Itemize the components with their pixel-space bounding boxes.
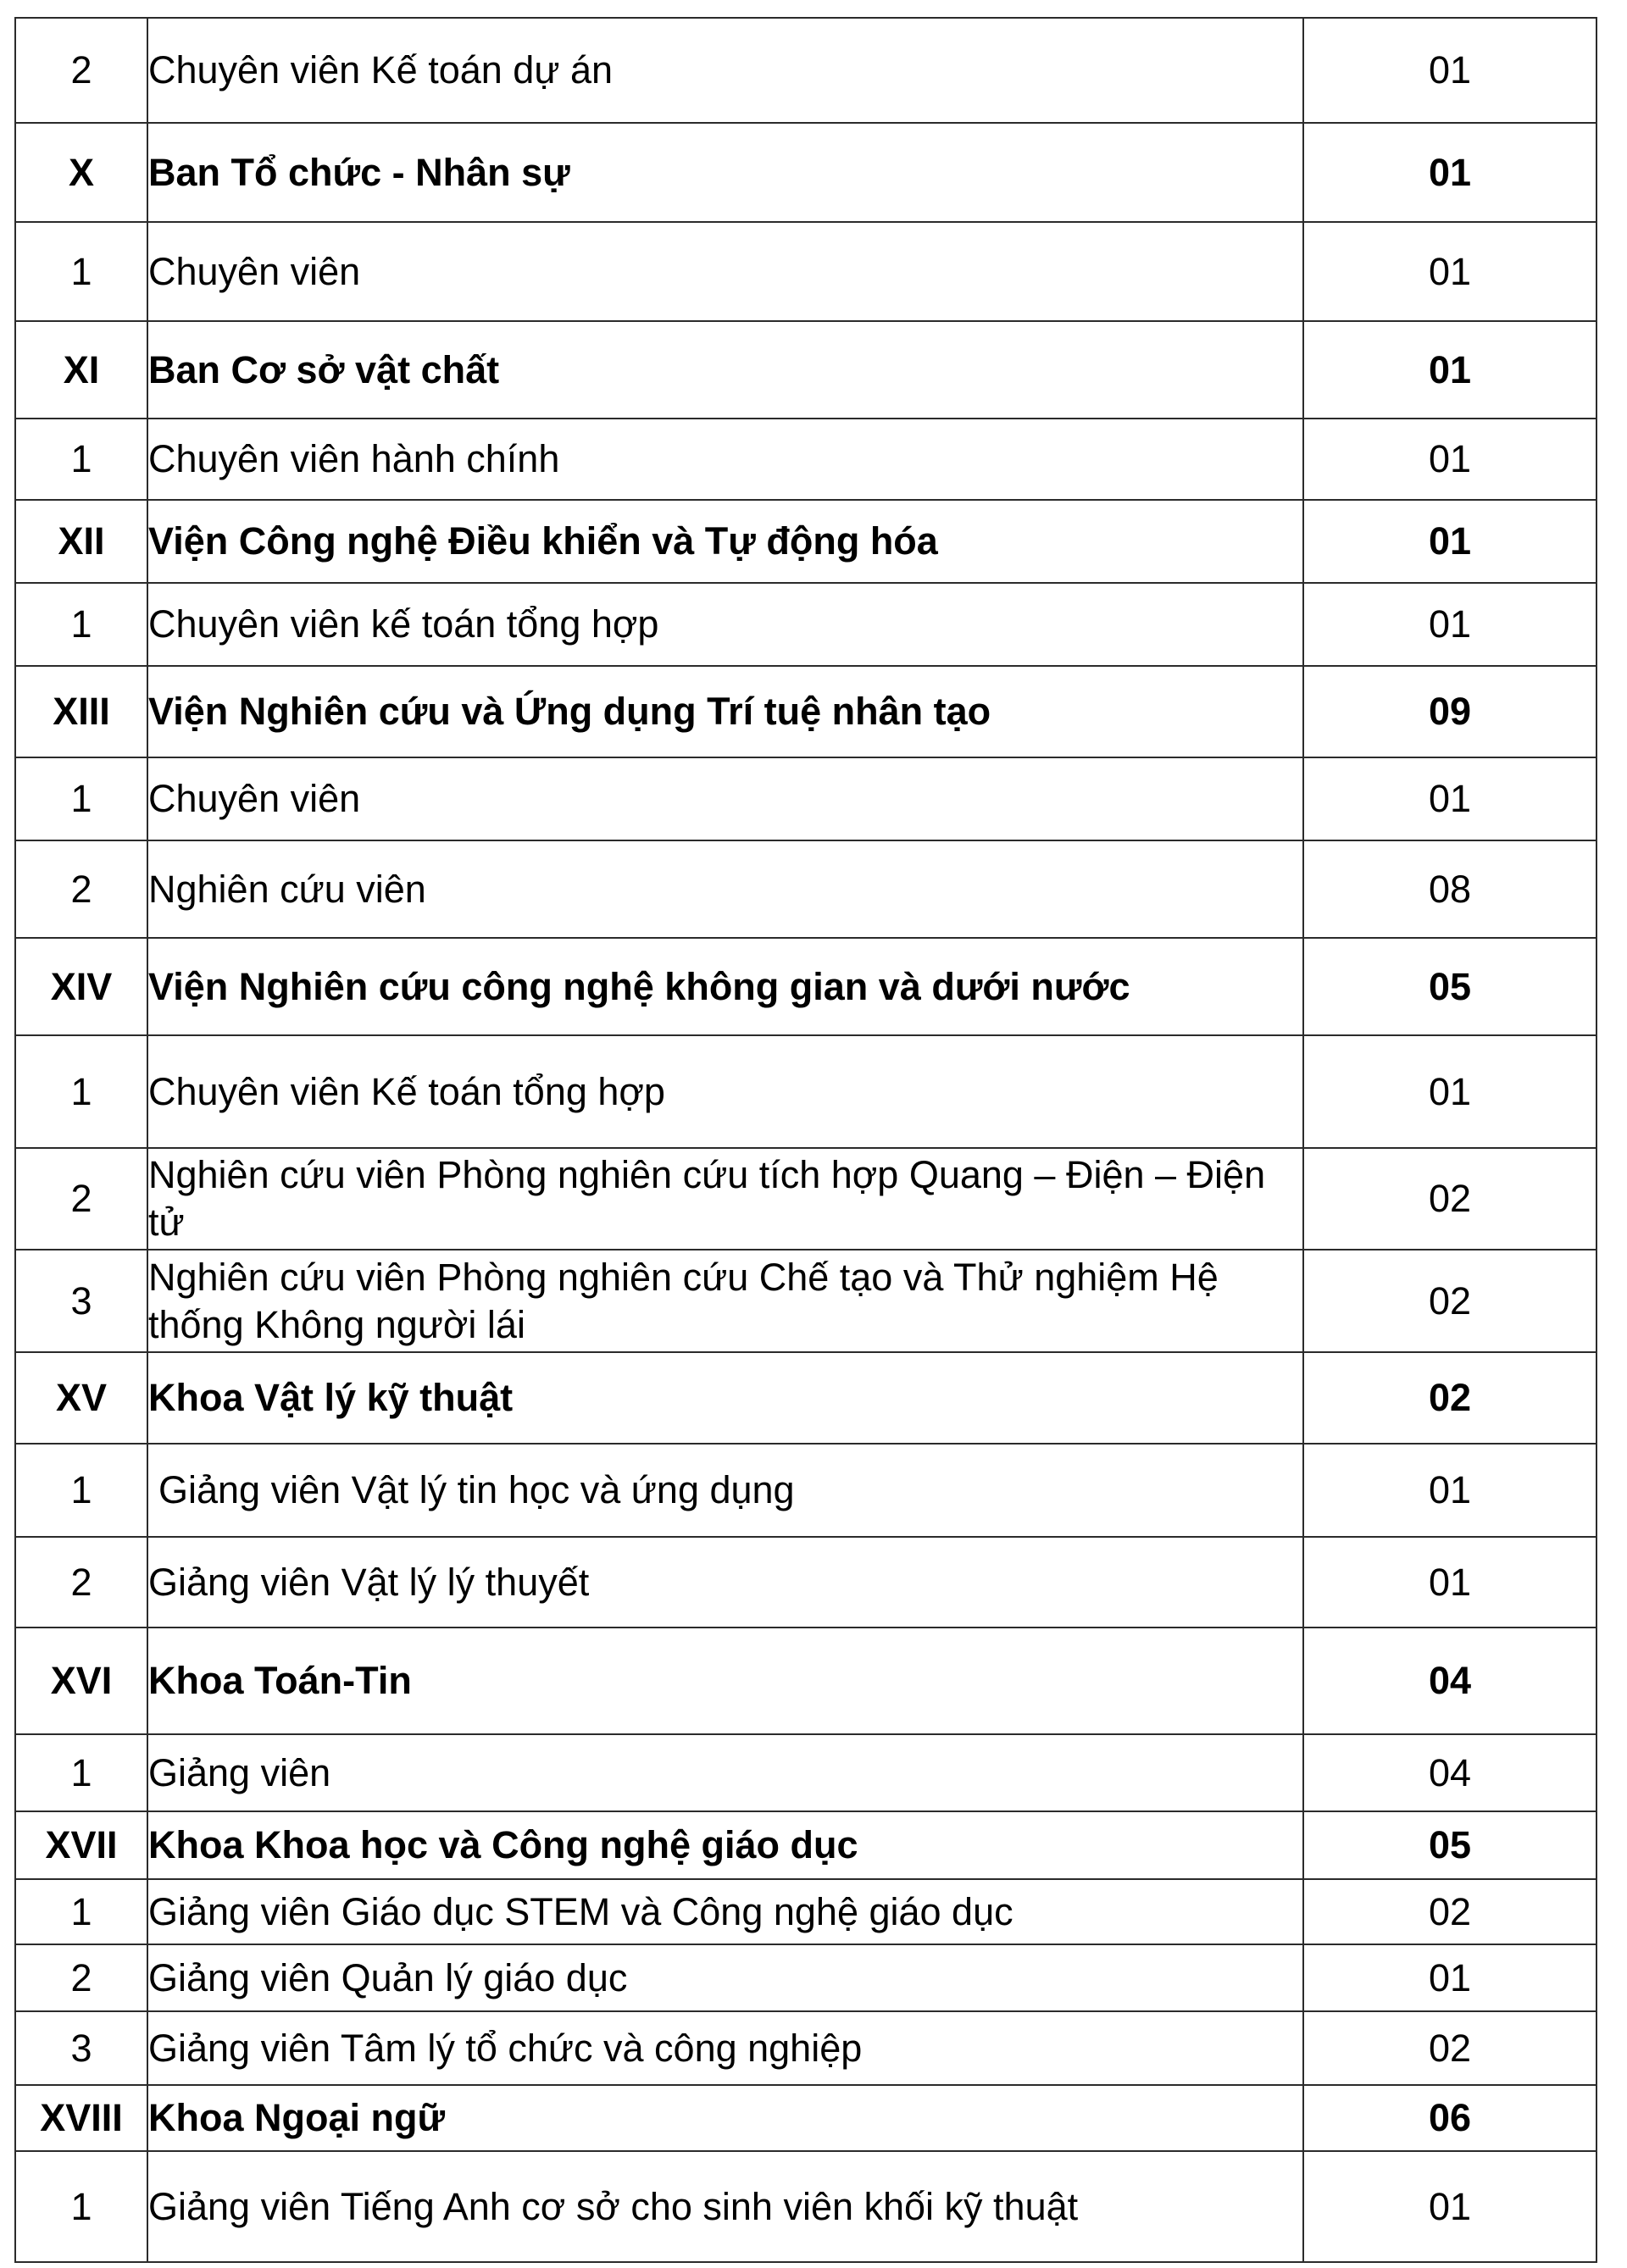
group-title: Ban Cơ sở vật chất — [147, 321, 1303, 419]
row-number: 2 — [15, 1148, 147, 1250]
table-row — [15, 1148, 1596, 1250]
table-row — [15, 2151, 1596, 2262]
group-count: 01 — [1303, 500, 1596, 583]
row-number: 1 — [15, 1444, 147, 1537]
position-title: Giảng viên — [147, 1734, 1303, 1811]
position-count: 02 — [1303, 1879, 1596, 1944]
group-count: 05 — [1303, 938, 1596, 1035]
group-title: Khoa Khoa học và Công nghệ giáo dục — [147, 1811, 1303, 1879]
position-title: Nghiên cứu viên Phòng nghiên cứu Chế tạo và Thử nghiệm Hệ thống Không người lái — [147, 1250, 1303, 1352]
group-number: XVIII — [15, 2085, 147, 2151]
group-row — [15, 500, 1596, 583]
group-number: XIV — [15, 938, 147, 1035]
table-row — [15, 1734, 1596, 1811]
row-number: 1 — [15, 419, 147, 500]
group-title: Viện Nghiên cứu và Ứng dụng Trí tuệ nhân tạo — [147, 666, 1303, 757]
position-title — [147, 1444, 1303, 1537]
group-title: Khoa Ngoại ngữ — [147, 2085, 1303, 2151]
position-count: 04 — [1303, 1734, 1596, 1811]
position-count: 01 — [1303, 222, 1596, 321]
table-row — [15, 1944, 1596, 2011]
group-row — [15, 938, 1596, 1035]
group-row — [15, 1628, 1596, 1734]
group-row — [15, 1352, 1596, 1444]
table-row — [15, 1537, 1596, 1628]
group-number: XVII — [15, 1811, 147, 1879]
group-count: 02 — [1303, 1352, 1596, 1444]
position-count: 01 — [1303, 18, 1596, 123]
position-title: Giảng viên Quản lý giáo dục — [147, 1944, 1303, 2011]
row-number: 1 — [15, 1734, 147, 1811]
position-title: Chuyên viên Kế toán dự án — [147, 18, 1303, 123]
row-number: 1 — [15, 1035, 147, 1148]
table-row — [15, 1444, 1596, 1537]
position-title: Chuyên viên — [147, 222, 1303, 321]
table-row — [15, 1035, 1596, 1148]
position-title: Nghiên cứu viên Phòng nghiên cứu tích hợp Quang – Điện – Điện tử — [147, 1148, 1303, 1250]
table-row — [15, 18, 1596, 123]
group-title: Viện Nghiên cứu công nghệ không gian và dưới nước — [147, 938, 1303, 1035]
position-count: 02 — [1303, 2011, 1596, 2085]
group-title: Viện Công nghệ Điều khiển và Tự động hóa — [147, 500, 1303, 583]
position-count: 01 — [1303, 1444, 1596, 1537]
position-title: Giảng viên Tâm lý tổ chức và công nghiệp — [147, 2011, 1303, 2085]
table-row — [15, 840, 1596, 938]
group-row — [15, 666, 1596, 757]
position-count: 02 — [1303, 1148, 1596, 1250]
row-number: 1 — [15, 2151, 147, 2262]
group-count: 01 — [1303, 321, 1596, 419]
table-row — [15, 757, 1596, 840]
group-row — [15, 123, 1596, 222]
position-count: 01 — [1303, 1035, 1596, 1148]
group-number: XIII — [15, 666, 147, 757]
position-title: Chuyên viên — [147, 757, 1303, 840]
position-title: Nghiên cứu viên — [147, 840, 1303, 938]
position-count: 08 — [1303, 840, 1596, 938]
group-title: Ban Tổ chức - Nhân sự — [147, 123, 1303, 222]
group-count: 05 — [1303, 1811, 1596, 1879]
group-title: Khoa Toán-Tin — [147, 1628, 1303, 1734]
positions-table — [14, 17, 1597, 2263]
group-row — [15, 1811, 1596, 1879]
group-count: 06 — [1303, 2085, 1596, 2151]
position-title: Giảng viên Giáo dục STEM và Công nghệ giáo dục — [147, 1879, 1303, 1944]
table-row — [15, 1250, 1596, 1352]
row-number: 2 — [15, 840, 147, 938]
group-number: XVI — [15, 1628, 147, 1734]
position-title: Chuyên viên hành chính — [147, 419, 1303, 500]
table-row — [15, 583, 1596, 666]
group-count: 09 — [1303, 666, 1596, 757]
group-count: 04 — [1303, 1628, 1596, 1734]
table-row — [15, 2011, 1596, 2085]
position-title: Chuyên viên Kế toán tổng hợp — [147, 1035, 1303, 1148]
position-count: 01 — [1303, 419, 1596, 500]
row-number: 2 — [15, 18, 147, 123]
position-title-text: Giảng viên Vật lý tin học và ứng dụng — [158, 1468, 795, 1511]
position-count: 01 — [1303, 757, 1596, 840]
row-number: 2 — [15, 1537, 147, 1628]
position-count: 01 — [1303, 1944, 1596, 2011]
position-title: Giảng viên Tiếng Anh cơ sở cho sinh viên khối kỹ thuật — [147, 2151, 1303, 2262]
group-number: XV — [15, 1352, 147, 1444]
position-title: Giảng viên Vật lý lý thuyết — [147, 1537, 1303, 1628]
position-title: Chuyên viên kế toán tổng hợp — [147, 583, 1303, 666]
row-number: 1 — [15, 757, 147, 840]
group-number: XII — [15, 500, 147, 583]
position-count: 02 — [1303, 1250, 1596, 1352]
group-number: X — [15, 123, 147, 222]
position-count: 01 — [1303, 1537, 1596, 1628]
row-number: 1 — [15, 583, 147, 666]
table-row — [15, 1879, 1596, 1944]
group-row — [15, 321, 1596, 419]
group-count: 01 — [1303, 123, 1596, 222]
row-number: 1 — [15, 222, 147, 321]
position-count: 01 — [1303, 583, 1596, 666]
table-row — [15, 222, 1596, 321]
row-number: 2 — [15, 1944, 147, 2011]
position-count: 01 — [1303, 2151, 1596, 2262]
group-row — [15, 2085, 1596, 2151]
group-title: Khoa Vật lý kỹ thuật — [147, 1352, 1303, 1444]
row-number: 3 — [15, 2011, 147, 2085]
table-row — [15, 419, 1596, 500]
group-number: XI — [15, 321, 147, 419]
row-number: 1 — [15, 1879, 147, 1944]
row-number: 3 — [15, 1250, 147, 1352]
